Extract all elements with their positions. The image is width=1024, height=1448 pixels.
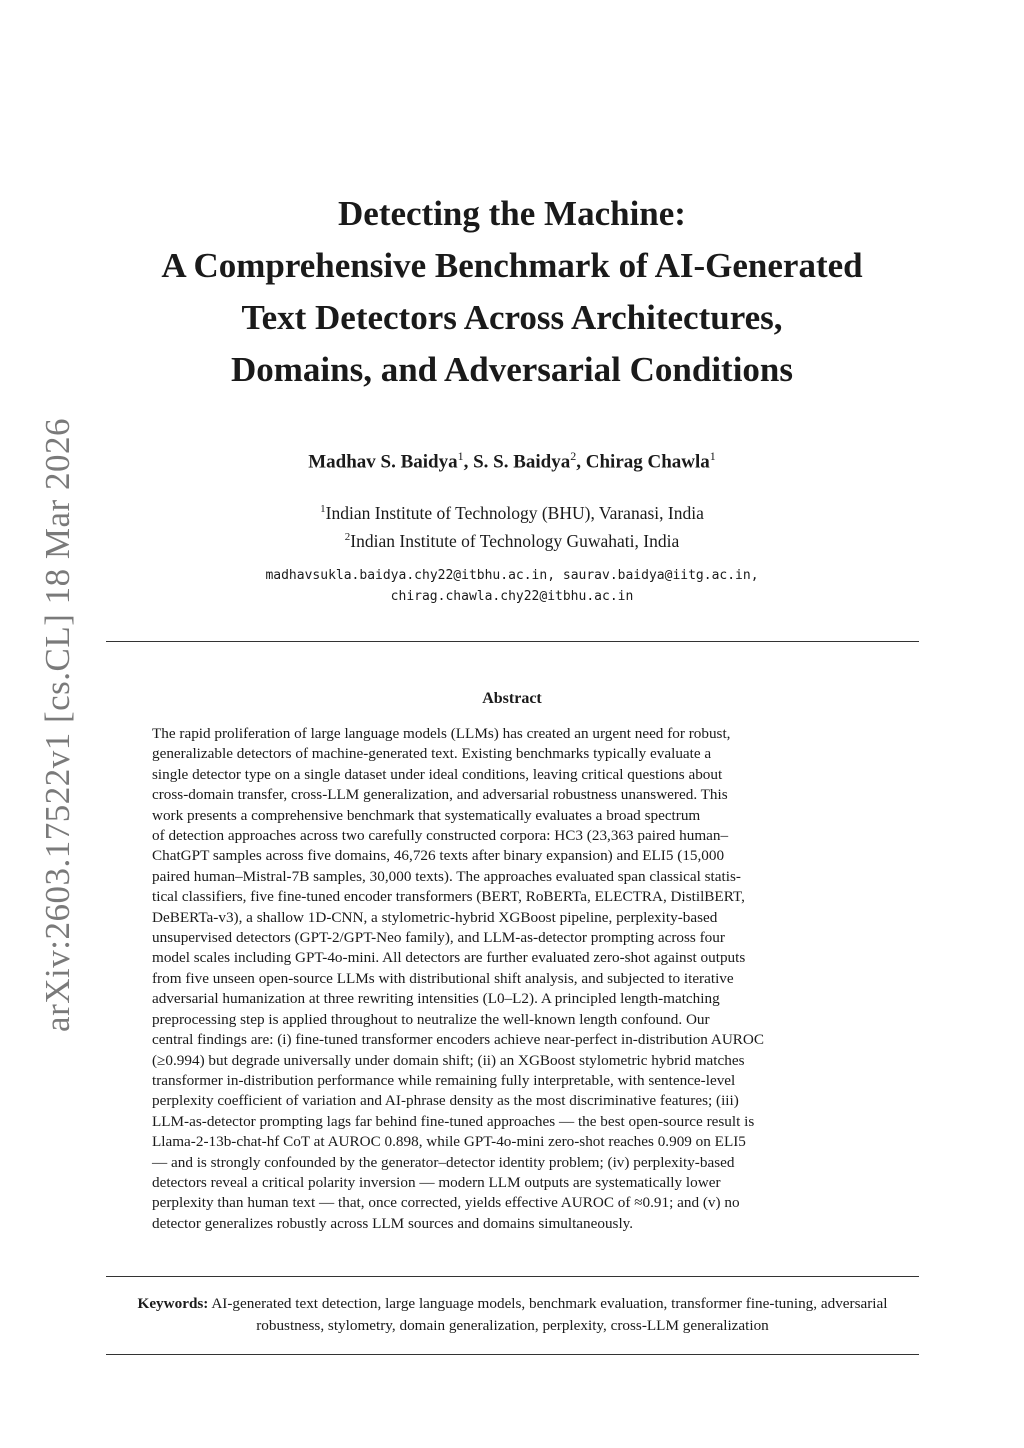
affiliation-line bbox=[0, 497, 1024, 525]
keywords-label: Keywords: bbox=[137, 1295, 209, 1312]
abstract-line: ChatGPT samples across five domains, 46,726 texts after binary expansion) and ELI5 (15,000 bbox=[152, 847, 725, 865]
author-list: Madhav S. Baidya$^1$, S. S. Baidya$^2$, Chirag Chawla$^1$ bbox=[308, 449, 716, 473]
abstract-line: Llama-2-13b-chat-hf CoT at AUROC 0.898, while GPT-4o-mini zero-shot reaches 0.909 on ELI5 bbox=[152, 1133, 746, 1151]
title-line: Detecting the Machine: bbox=[338, 194, 686, 233]
abstract-line: work presents a comprehensive benchmark that systematically evaluates a broad spectrum bbox=[152, 806, 701, 824]
abstract-line: of detection approaches across two carefully constructed corpora: HC3 (23,363 paired human– bbox=[152, 827, 729, 845]
affiliation-text: Indian Institute of Technology (BHU), Varanasi, India bbox=[325, 502, 704, 523]
abstract-line: (≥0.994) but degrade universally under domain shift; (ii) an XGBoost stylometric hybrid matches bbox=[152, 1051, 745, 1069]
title-line: Text Detectors Across Architectures, bbox=[241, 298, 783, 337]
keywords-section bbox=[106, 1293, 919, 1337]
abstract-line: The rapid proliferation of large language models (LLMs) has created an urgent need for robust, bbox=[152, 725, 731, 742]
keywords-text: AI-generated text detection, large language models, benchmark evaluation, transformer fine-tuning, adversarial robustness, stylometry, domain generalization, perplexity, cross-LLM generalization bbox=[211, 1295, 888, 1334]
affiliation-number: 2 bbox=[344, 530, 351, 543]
author-name: S. S. Baidya bbox=[473, 451, 571, 473]
abstract-line: tical classifiers, five fine-tuned encoder transformers (BERT, RoBERTa, ELECTRA, DistilBERT, bbox=[152, 888, 745, 906]
email-line: chirag.chawla.chy22@itbhu.ac.in bbox=[390, 589, 634, 604]
abstract-line: paired human–Mistral-7B samples, 30,000 texts). The approaches evaluated span classical statis- bbox=[152, 867, 741, 885]
abstract-text bbox=[152, 724, 872, 1234]
affiliation-text: Indian Institute of Technology Guwahati, India bbox=[350, 530, 680, 551]
title-line: A Comprehensive Benchmark of AI-Generated bbox=[161, 246, 863, 285]
abstract-heading: Abstract bbox=[482, 690, 542, 707]
affiliation-line bbox=[0, 525, 1024, 553]
abstract-line: perplexity coefficient of variation and AI-phrase density as the most discriminative features; (iii) bbox=[152, 1092, 739, 1110]
affiliations bbox=[0, 497, 1024, 553]
author-name: Madhav S. Baidya bbox=[308, 451, 458, 473]
abstract-line: single detector type on a single dataset under ideal conditions, leaving critical questions about bbox=[152, 765, 723, 783]
abstract-line: — and is strongly confounded by the generator–detector identity problem; (iv) perplexity-based bbox=[152, 1153, 735, 1171]
abstract-line: perplexity than human text — that, once corrected, yields effective AUROC of ≈0.91; and (v) no bbox=[152, 1194, 740, 1212]
abstract-line: generalizable detectors of machine-generated text. Existing benchmarks typically evaluate a bbox=[152, 745, 712, 763]
author-name: Chirag Chawla bbox=[585, 451, 710, 473]
abstract-line: LLM-as-detector prompting lags far behind fine-tuned approaches — the best open-source result is bbox=[152, 1112, 755, 1130]
abstract-line: preprocessing step is applied throughout to neutralize the well-known length confound. Our bbox=[152, 1010, 710, 1028]
abstract-line: from five unseen open-source LLMs with distributional shift analysis, and subjected to iterative bbox=[152, 969, 734, 987]
author-affiliation-mark: 1 bbox=[457, 449, 464, 463]
abstract-line: unsupervised detectors (GPT-2/GPT-Neo family), and LLM-as-detector prompting across four bbox=[152, 929, 725, 947]
affiliation-number: 1 bbox=[320, 503, 326, 515]
abstract-line: transformer in-distribution performance while remaining fully interpretable, with sentence-level bbox=[152, 1071, 736, 1089]
abstract-line: adversarial humanization at three rewriting intensities (L0–L2). A principled length-matching bbox=[152, 990, 720, 1008]
arxiv-identifier: arXiv:2603.17522v1 [cs.CL] 18 Mar 2026 bbox=[38, 418, 77, 1032]
author-emails bbox=[0, 565, 1024, 607]
email-line: madhavsukla.baidya.chy22@itbhu.ac.in, saurav.baidya@iitg.ac.in, bbox=[265, 568, 759, 583]
title-line: Domains, and Adversarial Conditions bbox=[230, 350, 794, 389]
author-affiliation-mark: 1 bbox=[709, 449, 716, 463]
paper-title bbox=[80, 188, 944, 396]
abstract-line: cross-domain transfer, cross-LLM generalization, and adversarial robustness unanswered. This bbox=[152, 786, 728, 804]
keywords-bottom-divider bbox=[106, 1354, 919, 1355]
abstract-line: model scales including GPT-4o-mini. All detectors are further evaluated zero-shot against outputs bbox=[152, 949, 746, 967]
abstract-line: DeBERTa-v3), a shallow 1D-CNN, a stylometric-hybrid XGBoost pipeline, perplexity-based bbox=[152, 908, 718, 926]
keywords-top-divider bbox=[106, 1276, 919, 1277]
author-affiliation-mark: 2 bbox=[570, 449, 577, 463]
abstract-line: detector generalizes robustly across LLM sources and domains simultaneously. bbox=[152, 1214, 634, 1232]
top-divider bbox=[106, 641, 919, 642]
abstract-line: detectors reveal a critical polarity inversion — modern LLM outputs are systematically lower bbox=[152, 1173, 721, 1191]
abstract-line: central findings are: (i) fine-tuned transformer encoders achieve near-perfect in-distribution AUROC bbox=[152, 1031, 765, 1049]
